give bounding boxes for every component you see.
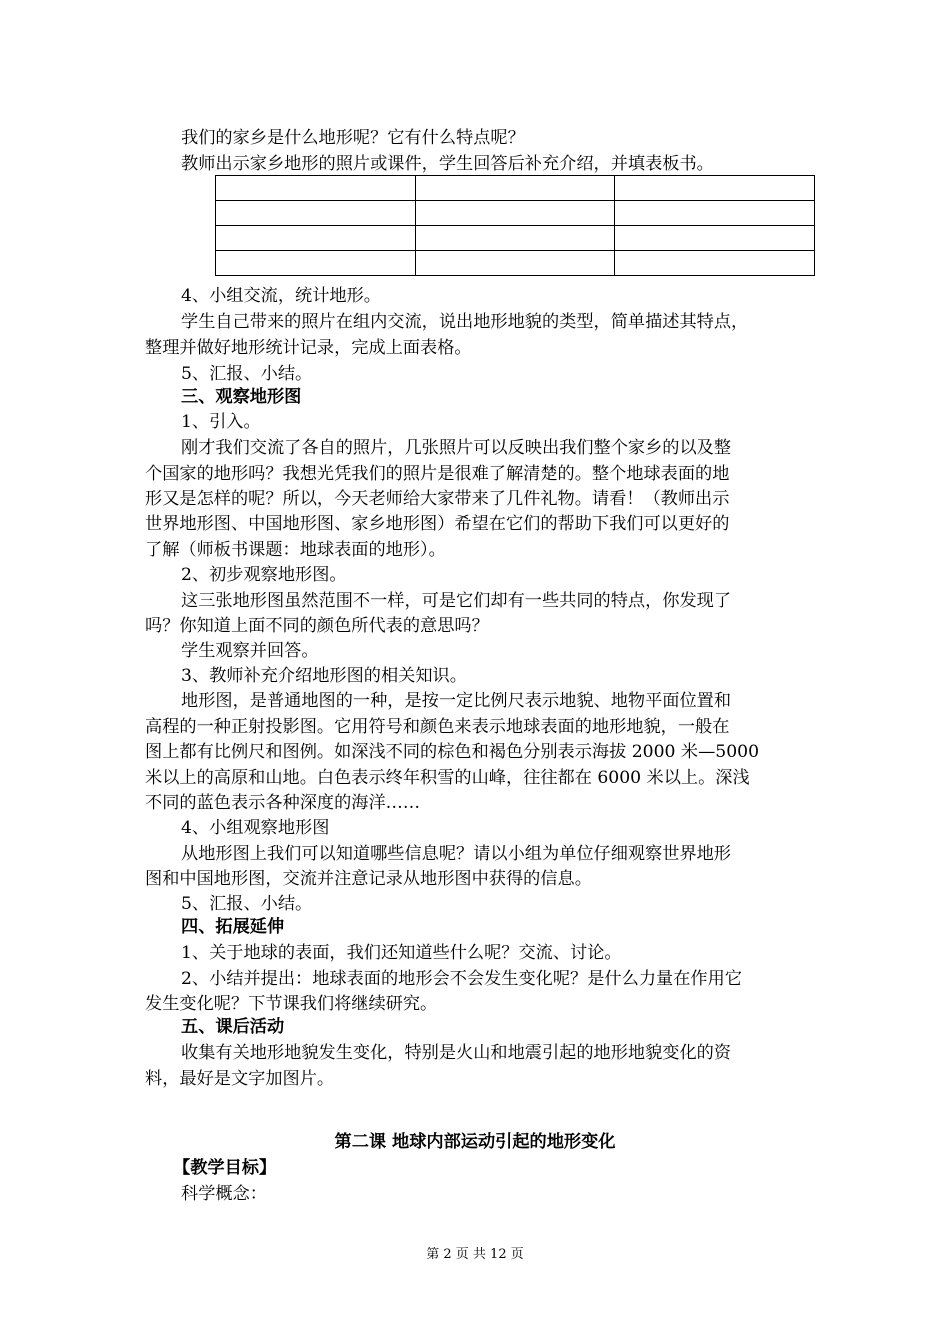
terrain-record-table xyxy=(215,175,815,276)
paragraph-line: 科学概念： xyxy=(181,1184,267,1204)
paragraph-line: 教师出示家乡地形的照片或课件，学生回答后补充介绍，并填表板书。 xyxy=(181,154,714,174)
paragraph-line: 形又是怎样的呢？所以，今天老师给大家带来了几件礼物。请看！（教师出示 xyxy=(145,489,730,509)
table-row xyxy=(216,226,815,251)
paragraph-line: 5、汇报、小结。 xyxy=(181,894,313,914)
paragraph-line: 发生变化呢？下节课我们将继续研究。 xyxy=(145,994,438,1014)
paragraph-line: 这三张地形图虽然范围不一样，可是它们却有一些共同的特点，你发现了 xyxy=(181,591,732,611)
paragraph-line: 我们的家乡是什么地形呢？它有什么特点呢？ xyxy=(181,128,525,148)
paragraph-line: 学生观察并回答。 xyxy=(181,641,319,661)
lesson-title: 第二课 地球内部运动引起的地形变化 xyxy=(334,1132,616,1152)
table-row xyxy=(216,176,815,201)
paragraph-line: 4、小组观察地形图 xyxy=(181,818,330,838)
paragraph-line: 2、小结并提出：地球表面的地形会不会发生变化呢？是什么力量在作用它 xyxy=(181,969,742,989)
paragraph-line: 不同的蓝色表示各种深度的海洋…… xyxy=(145,793,421,813)
paragraph-line: 吗？你知道上面不同的颜色所代表的意思吗？ xyxy=(145,616,489,636)
paragraph-line: 1、引入。 xyxy=(181,412,261,432)
paragraph-line: 4、小组交流，统计地形。 xyxy=(181,286,381,306)
paragraph-line: 从地形图上我们可以知道哪些信息呢？请以小组为单位仔细观察世界地形 xyxy=(181,844,732,864)
paragraph-line: 2、初步观察地形图。 xyxy=(181,565,347,585)
paragraph-line: 整理并做好地形统计记录，完成上面表格。 xyxy=(145,338,472,358)
paragraph-line: 个国家的地形吗？我想光凭我们的照片是很难了解清楚的。整个地球表面的地 xyxy=(145,464,730,484)
paragraph-line: 了解（师板书课题：地球表面的地形）。 xyxy=(145,540,446,560)
table-cell xyxy=(216,251,416,276)
table-cell xyxy=(415,251,615,276)
table-cell xyxy=(615,226,815,251)
table-cell xyxy=(615,251,815,276)
section-heading: 【教学目标】 xyxy=(173,1158,277,1178)
page-footer: 第 2 页 共 12 页 xyxy=(426,1247,524,1262)
table-cell xyxy=(415,201,615,226)
paragraph-line: 高程的一种正射投影图。它用符号和颜色来表示地球表面的地形地貌，一般在 xyxy=(145,717,730,737)
paragraph-line: 图上都有比例尺和图例。如深浅不同的棕色和褐色分别表示海拔 2000 米—5000 xyxy=(145,742,760,762)
section-heading: 四、拓展延伸 xyxy=(181,917,285,937)
table-cell xyxy=(615,176,815,201)
paragraph-line: 5、汇报、小结。 xyxy=(181,364,313,384)
paragraph-line: 料，最好是文字加图片。 xyxy=(145,1069,335,1089)
paragraph-line: 地形图，是普通地图的一种，是按一定比例尺表示地貌、地物平面位置和 xyxy=(181,691,732,711)
paragraph-line: 学生自己带来的照片在组内交流，说出地形地貌的类型，简单描述其特点， xyxy=(181,312,749,332)
paragraph-line: 收集有关地形地貌发生变化，特别是火山和地震引起的地形地貌变化的资 xyxy=(181,1043,732,1063)
table-cell xyxy=(415,226,615,251)
table-cell xyxy=(216,226,416,251)
table-cell xyxy=(216,176,416,201)
paragraph-line: 世界地形图、中国地形图、家乡地形图）希望在它们的帮助下我们可以更好的 xyxy=(145,514,730,534)
table-row xyxy=(216,201,815,226)
paragraph-line: 刚才我们交流了各自的照片，几张照片可以反映出我们整个家乡的以及整 xyxy=(181,438,732,458)
paragraph-line: 图和中国地形图，交流并注意记录从地形图中获得的信息。 xyxy=(145,869,592,889)
paragraph-line: 1、关于地球的表面，我们还知道些什么呢？交流、讨论。 xyxy=(181,943,622,963)
paragraph-line: 米以上的高原和山地。白色表示终年积雪的山峰，往往都在 6000 米以上。深浅 xyxy=(145,768,750,788)
section-heading: 三、观察地形图 xyxy=(181,387,302,407)
section-heading: 五、课后活动 xyxy=(181,1017,285,1037)
table-cell xyxy=(415,176,615,201)
table-cell xyxy=(216,201,416,226)
table-cell xyxy=(615,201,815,226)
paragraph-line: 3、教师补充介绍地形图的相关知识。 xyxy=(181,666,467,686)
table-row xyxy=(216,251,815,276)
